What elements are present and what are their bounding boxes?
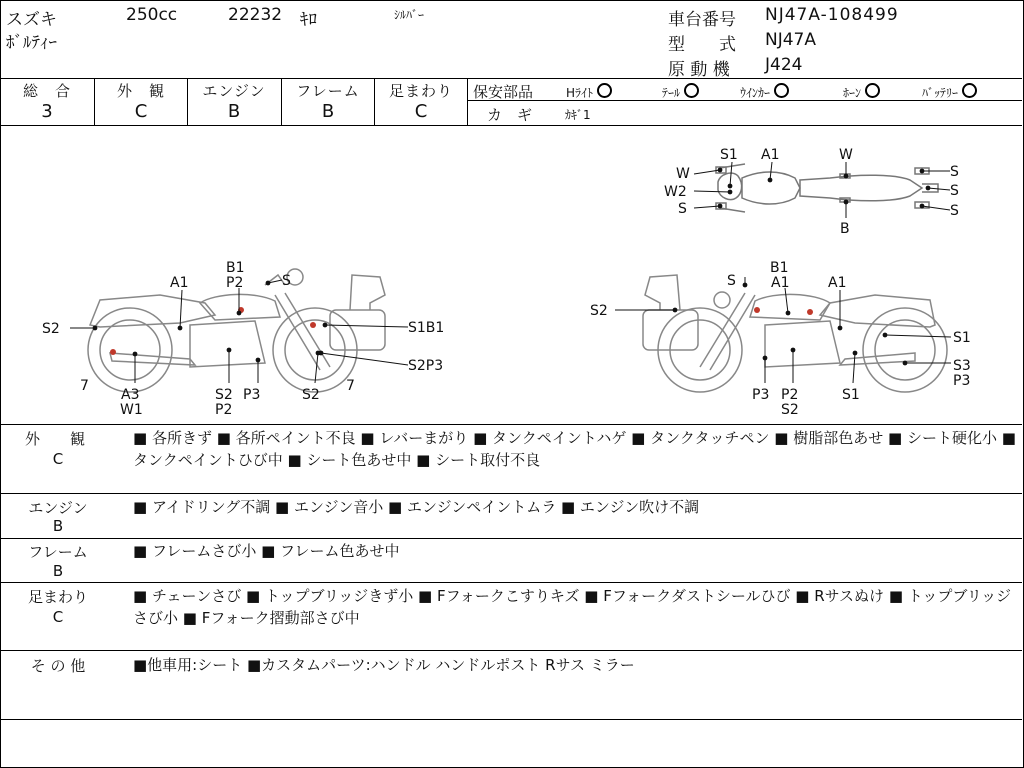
ok-circle-icon (597, 83, 612, 98)
safety-parts-label: 保安部品 (473, 83, 534, 101)
diagram-label: S (282, 273, 291, 289)
section-engine-label: エンジン (28, 499, 88, 517)
diagram-label: S (950, 203, 959, 219)
section-suspension-label: 足まわり (27, 588, 88, 606)
section-exterior-label: 外 観 (24, 430, 85, 448)
safety-battery: ﾊﾞｯﾃﾘｰ (922, 83, 977, 101)
safety-winker: ｳｲﾝｶｰ (740, 83, 789, 101)
key-value: ｶｷﾞ1 (565, 108, 591, 122)
diagram-label: S2 (215, 387, 233, 403)
diagram-label: P2 (215, 402, 233, 418)
diagram-label: W1 (120, 402, 143, 418)
key-label: カ ギ (487, 106, 533, 124)
mileage-unit: ｷﾛ (300, 10, 317, 30)
diagram-label: S2 (590, 303, 608, 319)
diagram-label: W (676, 166, 690, 182)
grade-engine: B (227, 101, 241, 122)
grade-frame-label: フレーム (296, 82, 360, 100)
divider (0, 582, 1022, 583)
section-frame-notes: ■ フレームさび小 ■ フレーム色あせ中 (133, 542, 400, 560)
mileage: 22232 (228, 5, 283, 25)
grade-engine-label: エンジン (202, 82, 266, 100)
diagram-label: P2 (781, 387, 799, 403)
top-view-diagram (660, 140, 970, 240)
left-side-view-diagram (40, 255, 470, 420)
diagram-label: S2P3 (408, 358, 444, 374)
ok-circle-icon (865, 83, 880, 98)
grade-suspension-label: 足まわり (388, 82, 453, 100)
diagram-label: S (950, 164, 959, 180)
diagram-label: S2 (42, 321, 60, 337)
diagram-label: W2 (664, 184, 687, 200)
section-suspension-notes: ■ チェーンさび ■ トップブリッジきず小 ■ Fフォークこすりキズ ■ Fフォークダストシールひび ■ Rサスぬけ ■ トップブリッジさび小 ■ Fフォーク摺動部さび中 (133, 587, 1012, 627)
diagram-label: S1 (842, 387, 860, 403)
grade-overall: 3 (41, 101, 53, 122)
diagram-label: P2 (226, 275, 244, 291)
section-frame-grade: B (52, 562, 64, 580)
ok-circle-icon (684, 83, 699, 98)
model-type: NJ47A (765, 30, 816, 50)
section-engine-grade: B (52, 517, 64, 535)
diagram-label: S (678, 201, 687, 217)
section-exterior-grade: C (52, 450, 64, 468)
section-frame-label: フレーム (28, 543, 88, 561)
diagram-label: S2 (302, 387, 320, 403)
model-name: ﾎﾞﾙﾃｨｰ (6, 33, 57, 53)
diagram-label: S1 (953, 330, 971, 346)
model-type-label: 型 式 (668, 35, 736, 55)
divider (0, 424, 1022, 425)
section-engine-notes: ■ アイドリング不調 ■ エンジン音小 ■ エンジンペイントムラ ■ エンジン吹け不調 (133, 498, 700, 516)
diagram-label: B1 (226, 260, 245, 276)
divider (0, 538, 1022, 539)
color: ｼﾙﾊﾞｰ (394, 8, 425, 22)
diagram-label: P3 (953, 373, 971, 389)
ok-circle-icon (962, 83, 977, 98)
grade-exterior-label: 外 観 (116, 82, 165, 100)
maker: スズキ (6, 10, 57, 30)
diagram-label: P3 (752, 387, 770, 403)
ok-circle-icon (774, 83, 789, 98)
diagram-label: B1 (770, 260, 789, 276)
diagram-label: S1 (720, 147, 738, 163)
diagram-label: A1 (170, 275, 189, 291)
divider (0, 125, 1022, 126)
section-suspension-grade: C (52, 608, 64, 626)
section-other-notes: ■他車用:シート ■カスタムパーツ:ハンドル ハンドルポスト Rサス ミラー (133, 656, 635, 674)
safety-taillight: ﾃｰﾙ (662, 83, 699, 101)
grade-overall-label: 総 合 (22, 82, 71, 100)
engine-model: J424 (765, 55, 803, 75)
divider (0, 78, 1022, 79)
diagram-label: S1B1 (408, 320, 445, 336)
engine-model-label: 原 動 機 (668, 60, 730, 80)
section-exterior-notes: ■ 各所きず ■ 各所ペイント不良 ■ レバーまがり ■ タンクペイントハゲ ■ タンクタッチペン ■ 樹脂部色あせ ■ シート硬化小 ■ タンクペイントひび中 ■ シート色あせ中 ■ シート取付不良 (133, 429, 1016, 469)
grade-suspension: C (414, 101, 428, 122)
diagram-label: A1 (761, 147, 780, 163)
section-other-label: そ の 他 (30, 657, 86, 675)
diagram-label: W (839, 147, 853, 163)
diagram-label: S (727, 273, 736, 289)
diagram-label: S3 (953, 358, 971, 374)
frame-number-label: 車台番号 (668, 10, 736, 30)
diagram-label: P3 (243, 387, 261, 403)
grade-frame: B (321, 101, 335, 122)
diagram-label: B (840, 221, 850, 237)
diagram-label: A3 (121, 387, 140, 403)
diagram-label: 7 (80, 378, 89, 394)
displacement: 250cc (126, 5, 178, 25)
diagram-label: A1 (771, 275, 790, 291)
grade-exterior: C (134, 101, 148, 122)
divider (0, 650, 1022, 651)
frame-number: NJ47A-108499 (765, 5, 899, 25)
safety-headlight: Hﾗｲﾄ (566, 83, 612, 101)
diagram-label: 7 (346, 378, 355, 394)
diagram-label: S2 (781, 402, 799, 418)
divider (0, 493, 1022, 494)
diagram-label: A1 (828, 275, 847, 291)
safety-horn: ﾎｰﾝ (843, 83, 880, 101)
right-side-view-diagram (585, 255, 995, 420)
divider (0, 719, 1022, 720)
diagram-label: S (950, 183, 959, 199)
